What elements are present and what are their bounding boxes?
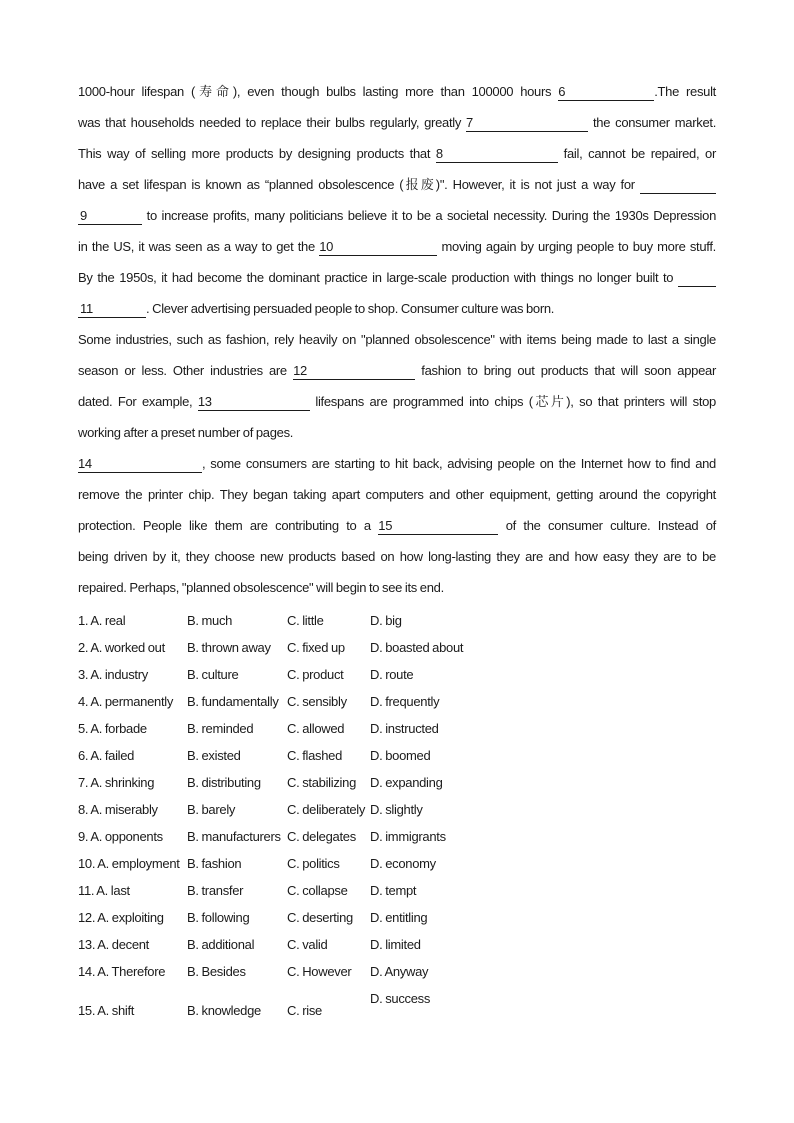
passage-text: fashion to bring out products that will soon appear <box>415 363 716 378</box>
question-row-10 <box>78 850 716 877</box>
option-cell: 15. A. shift <box>78 1003 135 1018</box>
option-cell: B. additional <box>187 937 255 952</box>
question-row-9 <box>78 823 716 850</box>
option-cell: 4. A. permanently <box>78 694 174 709</box>
option-cell: B. manufacturers <box>187 829 281 844</box>
passage-text: , some consumers are starting to hit back, advising people on the Internet how to find and <box>202 456 716 471</box>
option-cell: C. delegates <box>287 829 356 844</box>
blank-line <box>640 177 716 194</box>
passage-line-11 <box>78 386 716 417</box>
passage-line-1 <box>78 76 716 107</box>
option-cell: B. culture <box>187 667 239 682</box>
option-cell: D. frequently <box>370 694 440 709</box>
option-cell: D. slightly <box>370 802 423 817</box>
passage-line-10 <box>78 355 716 386</box>
blank-7: 7 <box>466 115 588 132</box>
passage-line-9 <box>78 324 716 355</box>
question-row-14 <box>78 958 716 985</box>
option-cell: B. existed <box>187 748 241 763</box>
option-cell: C. product <box>287 667 344 682</box>
blank-line <box>678 270 716 287</box>
option-cell: 14. A. Therefore <box>78 964 166 979</box>
passage-line-6 <box>78 231 716 262</box>
passage-text: .The result <box>654 84 716 99</box>
option-cell: D. limited <box>370 937 421 952</box>
passage-text: season or less. Other industries are <box>78 363 294 378</box>
passage-line-16 <box>78 541 716 572</box>
option-cell: B. much <box>187 613 233 628</box>
option-cell: B. reminded <box>187 721 254 736</box>
passage-text: of the consumer culture. Instead of <box>498 518 716 533</box>
option-cell: D. entitling <box>370 910 428 925</box>
passage-text: lifespans are programmed into chips (芯片), so that printers will stop <box>309 394 716 409</box>
passage-text: This way of selling more products by designing products that <box>78 146 436 161</box>
options-table <box>78 607 716 1024</box>
option-cell: 12. A. exploiting <box>78 910 164 925</box>
passage-text: dated. For example, <box>78 394 198 409</box>
question-row-8 <box>78 796 716 823</box>
question-row-4 <box>78 688 716 715</box>
question-row-3 <box>78 661 716 688</box>
question-row-15 <box>78 991 716 1024</box>
page-content <box>78 76 716 1024</box>
option-cell: D. success <box>370 991 431 1006</box>
blank-13: 13 <box>198 394 310 411</box>
option-cell: 3. A. industry <box>78 667 148 682</box>
question-row-1 <box>78 607 716 634</box>
option-cell: B. distributing <box>187 775 261 790</box>
option-cell: C. little <box>287 613 324 628</box>
option-cell: D. tempt <box>370 883 417 898</box>
blank-6: 6 <box>558 84 654 101</box>
option-cell: C. deserting <box>287 910 353 925</box>
option-cell: D. expanding <box>370 775 443 790</box>
question-row-11 <box>78 877 716 904</box>
blank-8: 8 <box>436 146 558 163</box>
passage-line-8 <box>78 293 716 324</box>
option-cell: C. collapse <box>287 883 348 898</box>
option-cell: D. boasted about <box>370 640 464 655</box>
option-cell: B. fashion <box>187 856 242 871</box>
passage-line-5 <box>78 200 716 231</box>
option-cell: 6. A. failed <box>78 748 135 763</box>
option-cell: 9. A. opponents <box>78 829 163 844</box>
blank-11: 11 <box>78 301 146 318</box>
question-row-7 <box>78 769 716 796</box>
passage-text: repaired. Perhaps, "planned obsolescence" will begin to see its end. <box>78 580 444 595</box>
question-row-12 <box>78 904 716 931</box>
option-cell: D. instructed <box>370 721 439 736</box>
option-cell: B. barely <box>187 802 236 817</box>
option-cell: C. deliberately <box>287 802 366 817</box>
option-cell: C. valid <box>287 937 328 952</box>
question-row-5 <box>78 715 716 742</box>
option-cell: D. boomed <box>370 748 431 763</box>
option-cell: C. sensibly <box>287 694 347 709</box>
option-cell: 10. A. employment <box>78 856 180 871</box>
passage-line-13 <box>78 448 716 479</box>
option-cell: C. flashed <box>287 748 343 763</box>
option-cell: D. economy <box>370 856 436 871</box>
question-row-6 <box>78 742 716 769</box>
passage-text: By the 1950s, it had become the dominant practice in large-scale production with things no longer built to <box>78 270 678 285</box>
blank-10: 10 <box>319 239 437 256</box>
passage-text: have a set lifespan is known as “planned obsolescence (报废)". However, it is not just a way for <box>78 177 640 192</box>
option-cell: C. allowed <box>287 721 345 736</box>
option-cell: B. following <box>187 910 250 925</box>
option-cell: 11. A. last <box>78 883 130 898</box>
passage-text: . Clever advertising persuaded people to shop. Consumer culture was born. <box>146 301 555 316</box>
passage-text: was that households needed to replace their bulbs regularly, greatly <box>78 115 467 130</box>
passage-line-4 <box>78 169 716 200</box>
question-row-2 <box>78 634 716 661</box>
passage-line-2 <box>78 107 716 138</box>
option-cell: B. knowledge <box>187 1003 261 1018</box>
question-row-13 <box>78 931 716 958</box>
passage-line-3 <box>78 138 716 169</box>
option-cell: 13. A. decent <box>78 937 149 952</box>
option-cell: 1. A. real <box>78 613 126 628</box>
option-cell: D. immigrants <box>370 829 446 844</box>
blank-15: 15 <box>378 518 498 535</box>
blank-9: 9 <box>78 208 142 225</box>
option-cell: D. route <box>370 667 414 682</box>
passage-text: 1000-hour lifespan (寿命), even though bulbs lasting more than 100000 hours <box>78 84 559 99</box>
passage-line-7 <box>78 262 716 293</box>
passage-text: working after a preset number of pages. <box>78 425 294 440</box>
cloze-passage <box>78 76 716 603</box>
passage-line-12 <box>78 417 716 448</box>
option-cell: D. big <box>370 613 402 628</box>
passage-text: fail, cannot be repaired, or <box>557 146 717 161</box>
option-cell: D. Anyway <box>370 964 429 979</box>
passage-text: remove the printer chip. They began taking apart computers and other equipment, getting around the copyright <box>78 487 716 502</box>
option-cell: 8. A. miserably <box>78 802 158 817</box>
option-cell: C. stabilizing <box>287 775 356 790</box>
passage-text: in the US, it was seen as a way to get the <box>78 239 320 254</box>
option-cell: C. politics <box>287 856 340 871</box>
passage-text: the consumer market. <box>588 115 717 130</box>
passage-text: protection. People like them are contributing to a <box>78 518 379 533</box>
blank-12: 12 <box>293 363 415 380</box>
passage-text: Some industries, such as fashion, rely heavily on "planned obsolescence" with items being made to last a single <box>78 332 716 347</box>
option-cell: C. fixed up <box>287 640 345 655</box>
passage-line-14 <box>78 479 716 510</box>
option-cell: 2. A. worked out <box>78 640 165 655</box>
option-cell: B. transfer <box>187 883 244 898</box>
option-cell: 5. A. forbade <box>78 721 147 736</box>
passage-text: being driven by it, they choose new products based on how long-lasting they are and how easy they are to be <box>78 549 716 564</box>
option-cell: C. rise <box>287 1003 322 1018</box>
option-cell: B. Besides <box>187 964 246 979</box>
option-cell: 7. A. shrinking <box>78 775 155 790</box>
blank-14: 14 <box>78 456 202 473</box>
passage-line-15 <box>78 510 716 541</box>
option-cell: B. fundamentally <box>187 694 279 709</box>
option-cell: C. However <box>287 964 352 979</box>
passage-line-17 <box>78 572 716 603</box>
passage-text: to increase profits, many politicians believe it to be a societal necessity. During the 1930s Depression <box>142 208 716 223</box>
passage-text: moving again by urging people to buy more stuff. <box>437 239 716 254</box>
option-cell: B. thrown away <box>187 640 271 655</box>
